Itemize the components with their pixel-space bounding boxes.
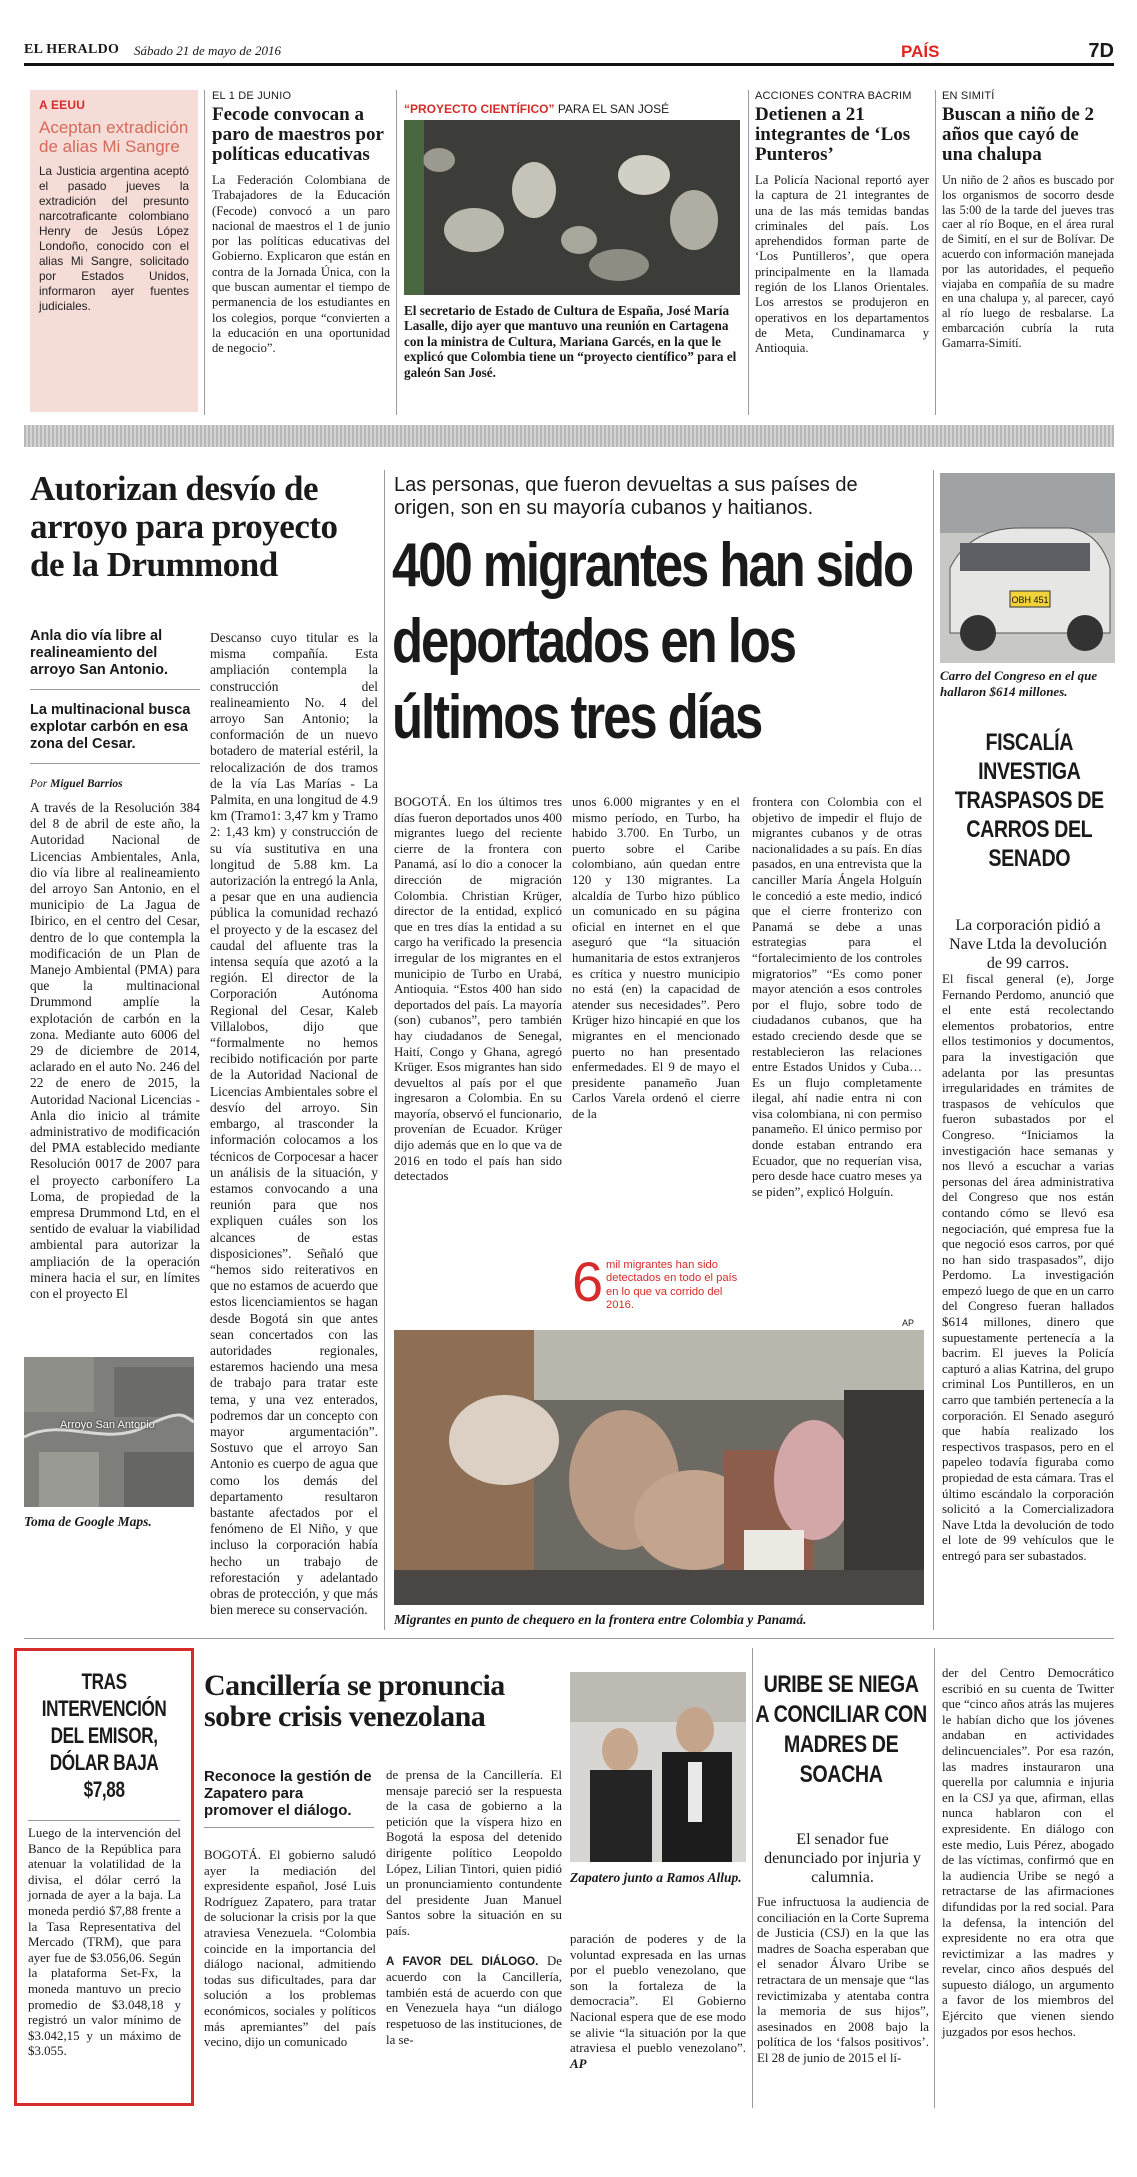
cancilleria-col-3-credit: AP [570, 2056, 587, 2071]
proyecto-kicker-quote: “PROYECTO CIENTÍFICO” [404, 102, 555, 116]
cancilleria-col-2: de prensa de la Cancillería. El mensaje pareció ser la respuesta de la casa de gobierno a la petición que la víspera hizo en Bogotá la esposa del detenido dirigente político Leopoldo López, Lilian Tintori, quien pidió un pronunciamiento contundente del presidente Juan Manuel Santos sobre la situación en su país. [386, 1768, 562, 1938]
drummond-deck-1: Anla dio vía libre al realineamiento del arroyo San Antonio. [30, 628, 200, 690]
brief-simiti [942, 90, 1114, 351]
congress-car-photo [940, 473, 1115, 663]
drummond-byline [30, 778, 200, 790]
migrantes-col-3: frontera con Colombia con el objetivo de impedir el flujo de migrantes cubanos y de otras nacionalidades a su país. En días pasados, en una entrevista que la canciller María Ángela Holguín le concedió a este medio, indicó que el cierre fronterizo con Panamá se debe a unas estrategias para el “fortalecimiento de los controles migratorios” “Es como poner mayor atención a esos controles por el flujo, sobre todo de ciudadanos cubanos, que ha estado creciendo desde que se restablecieron las relaciones entre Estados Unidos y Cuba… Es un flujo completamente ilegal, ahí nadie entra ni con visa colombiana, ni con permiso panameño. El único permiso por donde estaban entrando era Ecuador, que no requerían visa, pero desde hace cuatro meses ya se piden”, explicó Holguín. [752, 795, 922, 1199]
migrants-checkpoint-photo [394, 1330, 924, 1605]
proyecto-caption: El secretario de Estado de Cultura de España, José María Lasalle, dijo ayer que mantuvo una reunión en Cartagena con la ministra de Cultura, Mariana Garcés, en la que le explicó que Colombia tiene un “proyecto científico” para el galeón San José. [404, 303, 737, 380]
cancilleria-col-2b: De acuerdo con la Cancillería, también está de acuerdo con que en Venezuela haya “un diálogo respetuoso de las instituciones, de la se- [386, 1953, 562, 2047]
header-date: Sábado 21 de mayo de 2016 [134, 43, 281, 58]
brief-eeuu [30, 90, 198, 412]
brief-simiti-headline: Buscan a niño de 2 años que cayó de una chalupa [942, 104, 1095, 165]
migrantes-photo-credit: AP [902, 1318, 915, 1328]
brief-bacrim [755, 90, 929, 357]
uribe-headline: URIBE SE NIEGA A CONCILIAR CON MADRES DE SOACHA [755, 1671, 927, 1788]
migrantes-photo-caption: Migrantes en punto de chequero en la frontera entre Colombia y Panamá. [394, 1612, 807, 1627]
cancilleria-deck: Reconoce la gestión de Zapatero para promover el diálogo. [204, 1768, 374, 1828]
map-label: Arroyo San Antonio [60, 1419, 155, 1431]
uribe-col-2: der del Centro Democrático escribió en su cuenta de Twitter que “cinco años atrás las mujeres le habían dicho que los jóvenes andaban en actividades delincuenciales”. Por esa razón, las madres instauraron una querella por calumnia e injuria en la CSJ ya que, afirman, ellas nunca hablaron con el expresidente. En diálogo con este medio, Luis Pérez, abogado de las víctimas, confirmó que en la audiencia Uribe se negó a retractarse de las afirmaciones difundidas por la red social. Para la defensa, la intención del expresidente no era otra que revictimizar a las madres y revelar, cinco años después del supuesto diálogo, un argumento a favor de los miembros del Ejército que vienen siendo juzgados por esos hechos. [942, 1666, 1114, 2039]
brief-fecode-kicker: EL 1 DE JUNIO [212, 90, 292, 102]
zapatero-ramos-photo [570, 1672, 746, 1862]
fiscalia-headline: FISCALÍA INVESTIGA TRASPASOS DE CARROS DEL SENADO [954, 729, 1104, 872]
cancilleria-headline: Cancillería se pronuncia sobre crisis venezolana [204, 1669, 505, 1733]
drummond-map-caption: Toma de Google Maps. [24, 1514, 152, 1529]
fiscalia-body: El fiscal general (e), Jorge Fernando Perdomo, anunció que el ente está recolectando elementos probatorios, entre ellos testimonios y documentos, para la investigación que adelanta por las presuntas irregularidades en trámites de traspasos de vehículos que fueron subastados por el Congreso. “Iniciamos la investigación hace semanas y nos llevó a escuchar a varias personas del área administrativa del Congreso que nos están contando cómo se llevó esa negociación, qué empresa fue la que negoció esos carros, por qué no han sido traspasados”, dijo Perdomo. La investigación empezó luego de que en un carro del Congreso fueran hallados $614 millones, dinero que supuestamente pertenecía a la bacrim. El jueves la Policía capturó a alias Katrina, del grupo criminal Los Puntilleros, en un carro que también pertenecía a la corporación. El Senado aseguró que había realizado los respectivos traspasos, pero en el papeleo todavía figuraba como propiedad de esta cámara. Tras el último escándalo la corporación solicitó a la Comercializadora Nave Ltda la devolución de todo el lote de 99 vehículos que le entregó para ser subastados. [942, 972, 1114, 1563]
drummond-col-2: Descanso cuyo titular es la misma compañía. Esta ampliación contempla la construcción del realineamiento No. 4 del arroyo San Antonio; la conformación de un nuevo botadero de material estéril, la relocalización de dos tramos de la vía Las Marías - La Palmita, en una longitud de 4.9 km (Tramo1: 3,47 km y Tramo 2: 1,43 km) y construcción de su vía sustitutiva en una longitud de 5.88 km. La autorización la entregó la Anla, a pesar que en una audiencia pública la comunidad rechazó el proyecto y de la escasez del caudal del afluente tras la intensa sequía que azotó a la región. El director de la Corporación Autónoma Regional del Cesar, Kaleb Villalobos, dijo que “formalmente no hemos recibido notificación por parte de la Autoridad Nacional de Licencias Ambientales sobre el desvío del arroyo. Sin embargo, al trasconder la información colocamos a los técnicos de Corpocesar a hacer un análisis de la situación, y estamos convocando a una reunión para que nos expliquen cuáles son los alcances de estas disposiciones”. Señaló que “hemos sido reiterativos en que no estamos de acuerdo que estos licenciamientos se hagan desde Bogotá sin que antes sean concertados con las autoridades regionales, estaremos haciendo una mesa de trabajo para tratar este tema, y una vez enterados, podremos dar un concepto con mayor argumentación”. Sostuvo que el arroyo San Antonio es cuerpo de agua que como los demás del departamento resultaron bastante afectados por el fenómeno de El Niño, y que incluso la corporación había hecho un trabajo de reforestación y adelantado obras de protección, y que más bien merece su conservación. [210, 630, 378, 1618]
dolar-headline: TRAS INTERVENCIÓN DEL EMISOR, DÓLAR BAJA $7,88 [41, 1669, 167, 1802]
proyecto-kicker-rest: PARA EL SAN JOSÉ [557, 102, 670, 116]
brief-simiti-kicker: EN SIMITÍ [942, 90, 995, 102]
page-header [24, 40, 1114, 66]
cancilleria-photo-caption: Zapatero junto a Ramos Allup. [570, 1870, 742, 1885]
car-plate-text: OBH 451 [1011, 595, 1049, 605]
migrantes-stat-box [572, 1250, 740, 1315]
migrantes-col-2: unos 6.000 migrantes y en el mismo período, en Turbo, ha habido 3.700. En Turbo, un puerto sobre el Caribe colombiano, aún quedan entre 120 y 130 migrantes. La alcaldía de Turbo hizo público un comunicado en su página oficial en internet en el que aseguró que “la situación humanitaria de estos extranjeros es crítica y nuestro municipio no está (en) la capacidad de atender sus necesidades”. Pero Krüger hizo hincapié en que los migrantes en el mencionado puerto no han presentado enfermedades. El 9 de mayo el presidente panameño Juan Carlos Varela ordenó el cierre de la [572, 795, 740, 1121]
brief-eeuu-body: La Justicia argentina aceptó el pasado jueves la extradición del presunto narcotraficante colombiano Henry de Jesús López Londoño, conocido con el alias Mi Sangre, solicitado por Estados Unidos, informaron ayer fuentes judiciales. [39, 164, 189, 313]
proyecto-kicker [404, 102, 742, 116]
migrantes-stat-number: 6 [572, 1250, 604, 1313]
dolar-body: Luego de la intervención del Banco de la República para atenuar la volatilidad de la divisa, el dólar cerró la jornada de ayer a la baja. La moneda perdió $7,88 frente a la Tasa Representativa del Mercado (TRM), que para ayer fue de $3.056,06. Según la plataforma Set-Fx, la moneda mantuvo un precio promedio de $3.048,18 y registró un valor mínimo de $3.042,15 y un máximo de $3.055. [28, 1826, 181, 2059]
cancilleria-col-2-wrap [386, 1768, 562, 2048]
cancilleria-col-1: BOGOTÁ. El gobierno saludó ayer la mediación del expresidente español, José Luis Rodríguez Zapatero, para tratar de solucionar la crisis por la que atraviesa Venezuela. “Colombia coincide en la importancia del diálogo nacional, admitiendo todas sus dificultades, para dar solución a los problemas económicos, sociales y políticos más apremiantes” del país vecino, dijo un comunicado [204, 1848, 376, 2050]
migrantes-headline: 400 migrantes han sido deportados en los últimos tres días [392, 531, 912, 752]
brief-proyecto [404, 102, 742, 120]
underwater-artifacts-photo [404, 120, 740, 295]
drummond-byline-name: Miguel Barrios [50, 778, 123, 790]
brief-bacrim-body: La Policía Nacional reportó ayer la captura de 21 integrantes de una de las más temidas bandas criminales del país. Los aprehendidos forman parte de ‘Los Puntilleros’, que opera principalmente en la llamada región de los Llanos Orientales. Los arrestos se produjeron en operativos en los departamentos de Meta, Cundinamarca y Antioquia. [755, 173, 929, 356]
migrantes-stat-text: mil migrantes han sido detectados en todo el país en lo que va corrido del 2016. [606, 1259, 738, 1312]
brief-fecode-headline: Fecode convocan a paro de maestros por políticas educativas [212, 104, 384, 165]
fiscalia-car-photo [940, 473, 1115, 663]
masthead: EL HERALDO [24, 42, 120, 57]
brief-eeuu-kicker: A EEUU [39, 98, 86, 112]
uribe-body: Fue infructuosa la audiencia de conciliación en la Corte Suprema de Justicia (CSJ) en la que las madres de Soacha esperaban que el senador Álvaro Uribe se retractara de un mensaje que “las revictimizaba y atentaba contra la memoria de sus hijos”, asesinados en 2008 bajo la política de los ‘falsos positivos’. El 28 de junio de 2015 el lí- [757, 1895, 929, 2065]
drummond-deck-2: La multinacional busca explotar carbón en esa zona del Cesar. [30, 702, 200, 764]
drummond-map [24, 1357, 194, 1507]
cancilleria-photo [570, 1672, 746, 1862]
brief-bacrim-headline: Detienen a 21 integrantes de ‘Los Punteros’ [755, 104, 911, 165]
migrantes-photo [394, 1330, 924, 1605]
migrantes-deck: Las personas, que fueron devueltas a sus países de origen, son en su mayoría cubanos y haitianos. [394, 474, 858, 519]
section-label: PAÍS [901, 42, 940, 61]
brief-simiti-body: Un niño de 2 años es buscado por los organismos de socorro desde las 5:00 de la tarde del jueves tras caer al río Boque, en el área rural de Simití, en el sur de Bolívar. De acuerdo con información manejada por las autoridades, el pequeño viajaba en compañía de su madre en una chalupa y, al parecer, cayó al río luego de resbalarse. La embarcación cubría la ruta Gamarra-Simití. [942, 173, 1114, 350]
page-number: 7D [1088, 40, 1114, 62]
satellite-map-image [24, 1357, 194, 1507]
cancilleria-subhead: A FAVOR DEL DIÁLOGO. [386, 1955, 539, 1968]
cancilleria-col-3: paración de poderes y de la voluntad expresada en las urnas por el pueblo venezolano, que son la fortaleza de la democracia”. El Gobierno Nacional espera que de ese modo se alivie “la situación por la que atraviesa el pueblo venezolano”. [570, 1932, 746, 2056]
drummond-headline: Autorizan desvío de arroyo para proyecto de la Drummond [30, 469, 338, 584]
uribe-deck: El senador fue denunciado por injuria y calumnia. [764, 1831, 921, 1886]
section-divider-band [24, 425, 1114, 447]
brief-bacrim-kicker: ACCIONES CONTRA BACRIM [755, 90, 912, 102]
drummond-col-1: A través de la Resolución 384 del 8 de abril de este año, la Autoridad Nacional de Licencias Ambientales, Anla, dio vía libre al realineamiento del arroyo San Antonio, en el municipio de La Jagua de Ibirico, en el centro del Cesar, dentro de lo que contempla la modificación de un Plan de Manejo Ambiental (PMA) para que la multinacional Drummond amplíe la explotación de carbón en la zona. Mediante auto 6006 del 29 de diciembre de 2014, aclarado en el auto No. 246 del 22 de enero de 2015, la Autoridad Nacional Licencias - Anla dio inicio al trámite administrativo de modificación del PMA establecido mediante Resolución 0017 de 2007 para el proyecto carbonífero La Loma, de propiedad de la empresa Drummond Ltd, en el sentido de evaluar la viabilidad ambiental para autorizar la ampliación de la operación minera hacia el sur, en límites con el proyecto El [30, 800, 200, 1302]
fiscalia-deck: La corporación pidió a Nave Ltda la devolución de 99 carros. [949, 917, 1107, 972]
brief-fecode [212, 90, 390, 357]
drummond-byline-prefix: Por [30, 778, 48, 790]
drummond-decks [30, 628, 200, 790]
cancilleria-col-3-wrap [570, 1932, 746, 2072]
cancilleria-col-2b-block [386, 1954, 562, 2049]
migrantes-col-1: BOGOTÁ. En los últimos tres días fueron deportados unos 400 migrantes luego del reciente cierre de la frontera con Panamá, así lo dio a conocer la dirección de migración Colombia. Christian Krüger, director de la entidad, explicó que en tres días la entidad a su cargo ha verificado la presencia irregular de los migrantes en el municipio de Turbo en Urabá, Antioquia. “Estos 400 han sido deportados del país. La mayoría (son) cubanos”, pero también hay ciudadanos de Senegal, Haití, Congo y Ghana, agregó Krüger. Esos migrantes han sido devueltos al país por el que ingresaron a Colombia. En su mayoría, observó el funcionario, provenían de Ecuador. Krüger dijo además que en lo que va de 2016 en todo el país han sido detectados [394, 795, 562, 1184]
brief-fecode-body: La Federación Colombiana de Trabajadores de la Educación (Fecode) convocó a un paro nacional de maestros el 1 de junio por las políticas educativas del Gobierno. Explicaron que están en contra de la Jornada Única, con la que buscan aumentar el tiempo de permanencia de los estudiantes en los colegios, porque “convierten a la educación en una oportunidad de negocio”. [212, 173, 390, 356]
proyecto-photo [404, 120, 740, 295]
fiscalia-car-caption: Carro del Congreso en el que hallaron $614 millones. [940, 668, 1098, 699]
brief-eeuu-headline: Aceptan extradición de alias Mi Sangre [39, 118, 189, 156]
